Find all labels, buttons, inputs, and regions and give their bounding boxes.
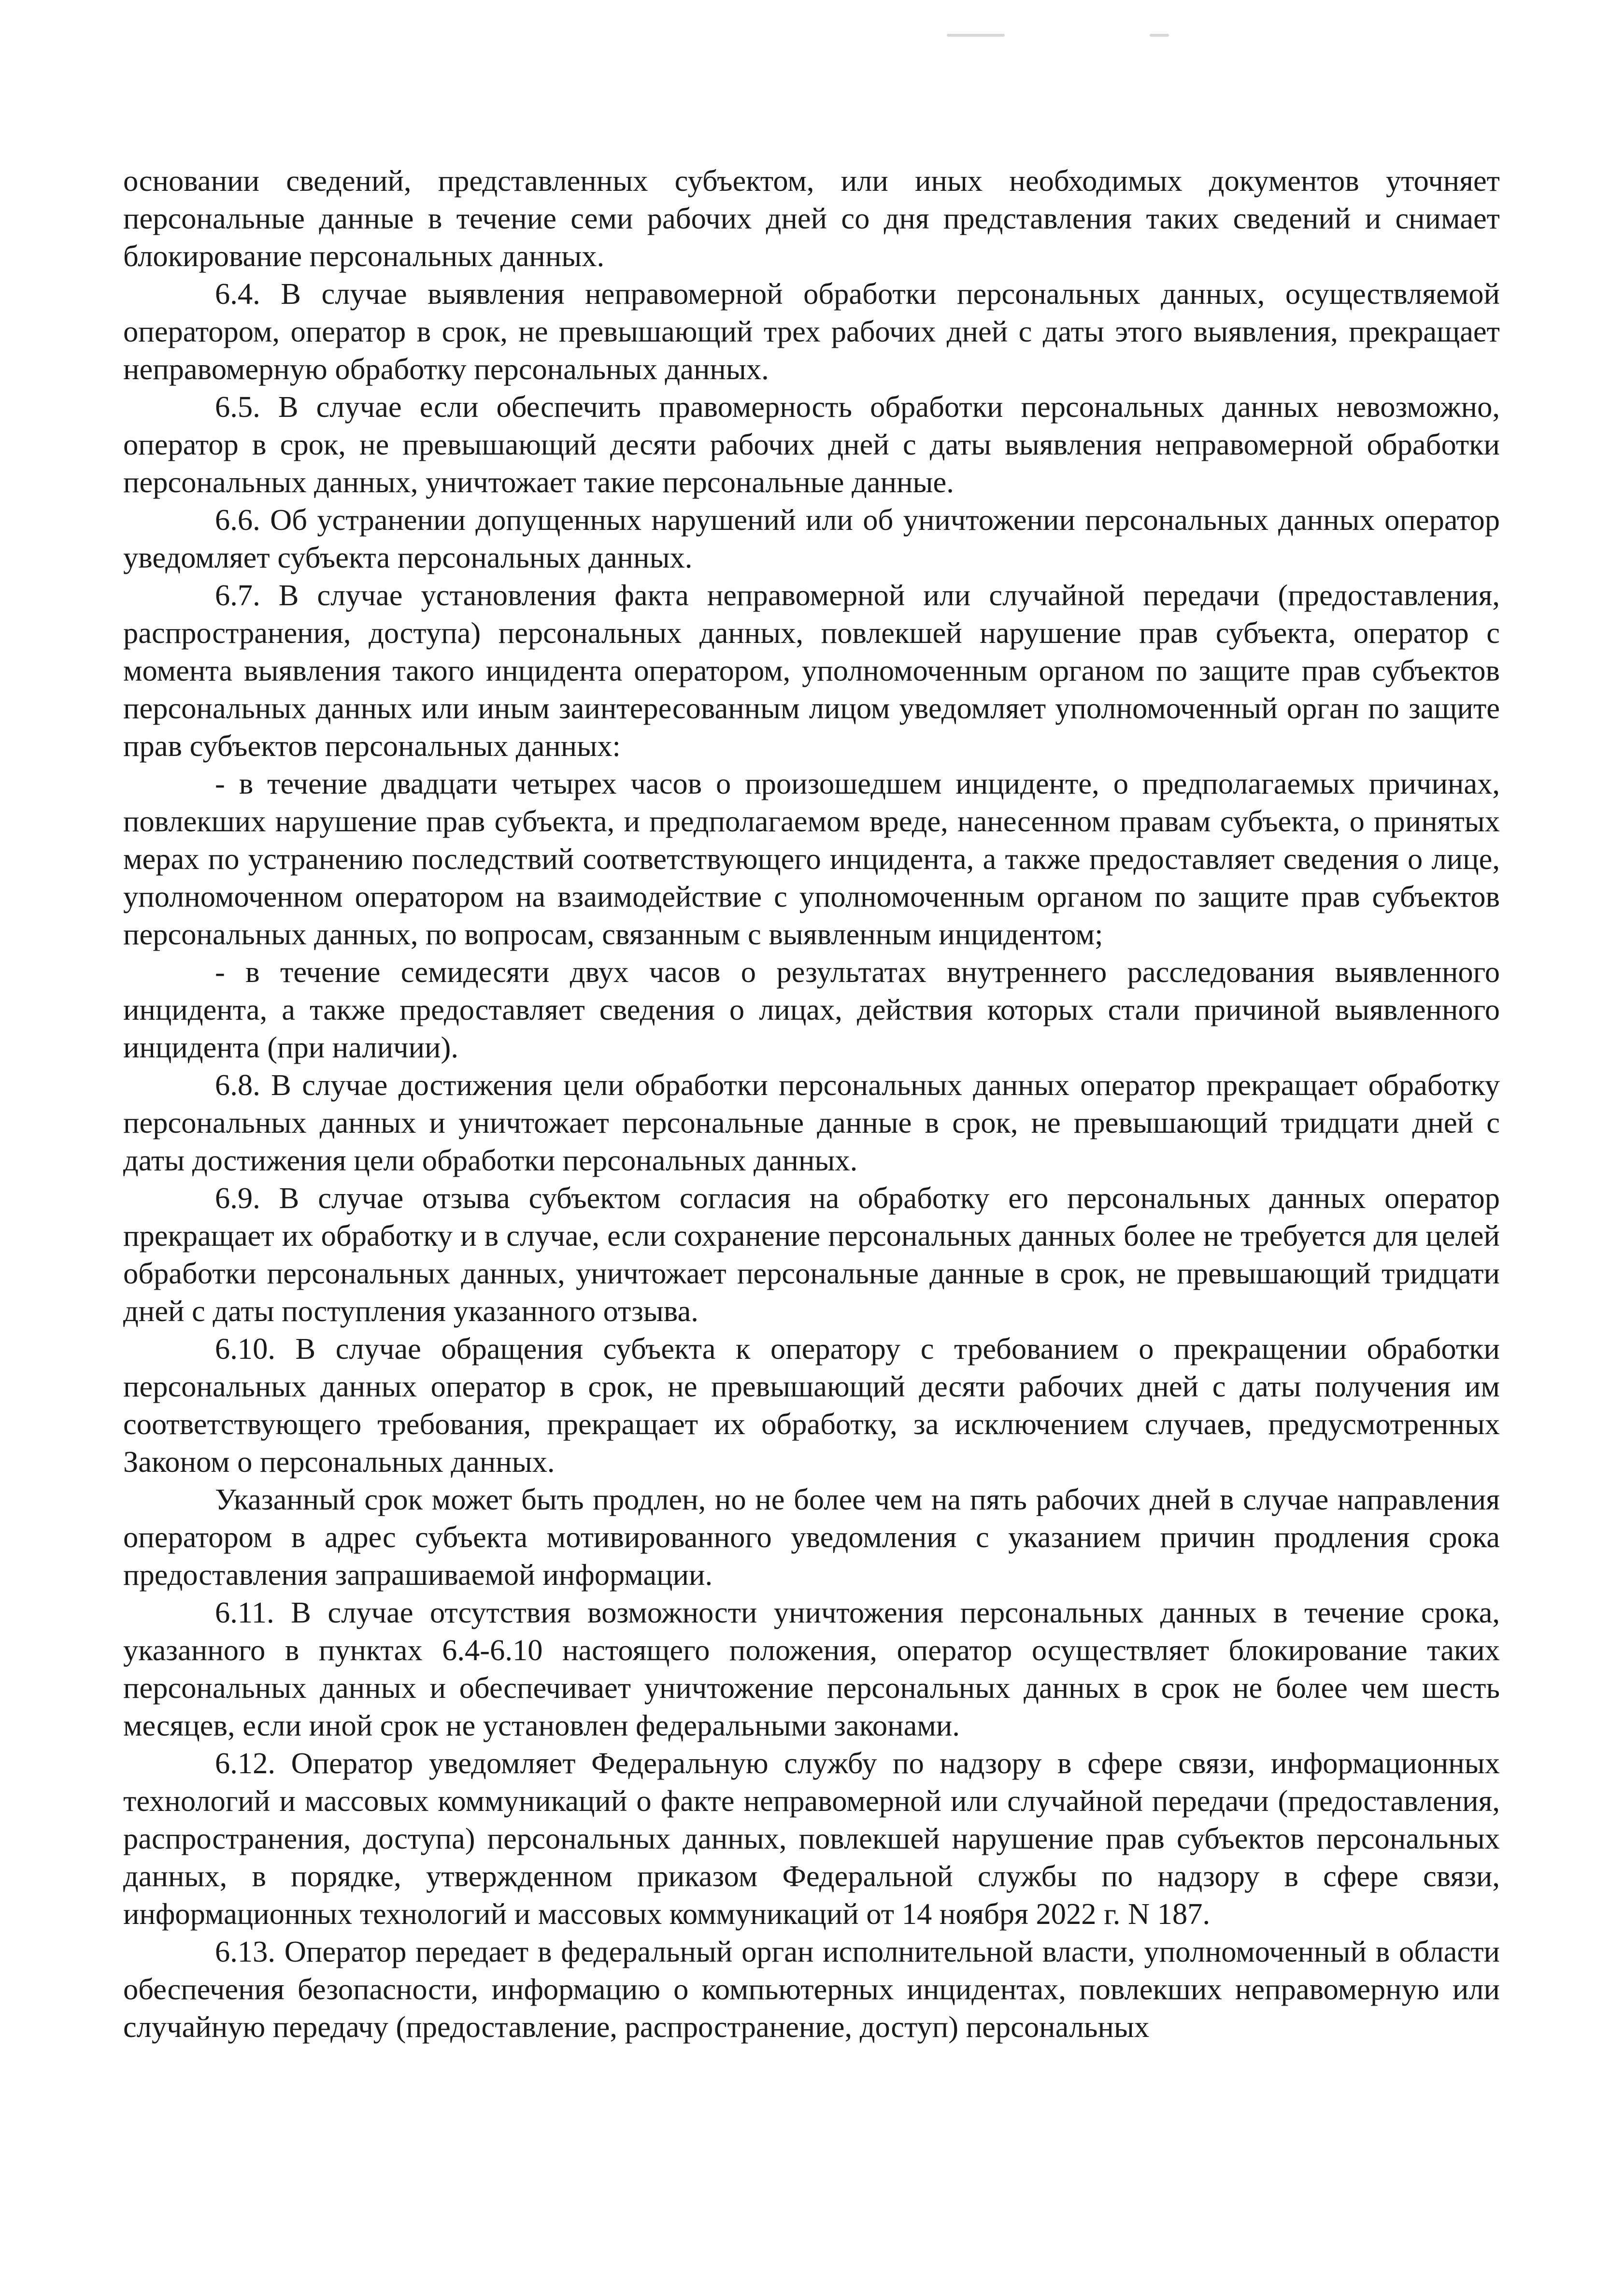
paragraph-6-13: 6.13. Оператор передает в федеральный орган исполнительной власти, уполномоченный в области обеспечения безопасности, информацию о компьютерных инцидентах, повлекших неправомерную или случайную передачу (предоставление, распространение, доступ) персональных	[123, 1935, 1500, 2044]
paragraph-6-10-extension: Указанный срок может быть продлен, но не более чем на пять рабочих дней в случае направления оператором в адрес субъекта мотивированного уведомления с указанием причин продления срока предоставления запрашиваемой информации.	[123, 1482, 1500, 1592]
paragraph-6-7-item-24h: - в течение двадцати четырех часов о произошедшем инциденте, о предполагаемых причинах, повлекших нарушение прав субъекта, и предполагаемом вреде, нанесенном правам субъекта, о принятых мерах по устранению последствий соответствующего инцидента, а также предоставляет сведения о лице, уполномоченном оператором на взаимодействие с уполномоченным органом по защите прав субъектов персональных данных, по вопросам, связанным с выявленным инцидентом;	[123, 767, 1500, 951]
paragraph-6-7-item-72h: - в течение семидесяти двух часов о результатах внутреннего расследования выявленного инцидента, а также предоставляет сведения о лицах, действия которых стали причиной выявленного инцидента (при наличии).	[123, 955, 1500, 1064]
paragraph-6-6: 6.6. Об устранении допущенных нарушений или об уничтожении персональных данных оператор уведомляет субъекта персональных данных.	[123, 503, 1500, 574]
paragraph-6-7: 6.7. В случае установления факта неправомерной или случайной передачи (предоставления, распространения, доступа) персональных данных, повлекшей нарушение прав субъекта, оператор с момента выявления такого инцидента оператором, уполномоченным органом по защите прав субъектов персональных данных или иным заинтересованным лицом уведомляет уполномоченный орган по защите прав субъектов персональных данных:	[123, 578, 1500, 763]
paragraph-6-5: 6.5. В случае если обеспечить правомерность обработки персональных данных невозможно, оператор в срок, не превышающий десяти рабочих дней с даты выявления неправомерной обработки персональных данных, уничтожает такие персональные данные.	[123, 390, 1500, 499]
paragraph-6-10: 6.10. В случае обращения субъекта к оператору с требованием о прекращении обработки персональных данных оператор в срок, не превышающий десяти рабочих дней с даты получения им соответствующего требования, прекращает их обработку, за исключением случаев, предусмотренных Законом о персональных данных.	[123, 1332, 1500, 1479]
paragraph-6-11: 6.11. В случае отсутствия возможности уничтожения персональных данных в течение срока, указанного в пунктах 6.4-6.10 настоящего положения, оператор осуществляет блокирование таких персональных данных и обеспечивает уничтожение персональных данных в срок не более чем шесть месяцев, если иной срок не установлен федеральными законами.	[123, 1595, 1500, 1742]
scan-artifact	[947, 34, 1005, 37]
paragraph-6-4: 6.4. В случае выявления неправомерной обработки персональных данных, осуществляемой оператором, оператор в срок, не превышающий трех рабочих дней с даты этого выявления, прекращает неправомерную обработку персональных данных.	[123, 277, 1500, 386]
paragraph-6-9: 6.9. В случае отзыва субъектом согласия на обработку его персональных данных оператор прекращает их обработку и в случае, если сохранение персональных данных более не требуется для целей обработки персональных данных, уничтожает персональные данные в срок, не превышающий тридцати дней с даты поступления указанного отзыва.	[123, 1181, 1500, 1328]
document-body	[123, 162, 1500, 2046]
scan-artifact	[1150, 34, 1169, 37]
paragraph-6-12: 6.12. Оператор уведомляет Федеральную службу по надзору в сфере связи, информационных технологий и массовых коммуникаций о факте неправомерной или случайной передачи (предоставления, распространения, доступа) персональных данных, повлекшей нарушение прав субъектов персональных данных, в порядке, утвержденном приказом Федеральной службы по надзору в сфере связи, информационных технологий и массовых коммуникаций от 14 ноября 2022 г. N 187.	[123, 1746, 1500, 1931]
paragraph-6-8: 6.8. В случае достижения цели обработки персональных данных оператор прекращает обработку персональных данных и уничтожает персональные данные в срок, не превышающий тридцати дней с даты достижения цели обработки персональных данных.	[123, 1068, 1500, 1177]
paragraph-continuation: основании сведений, представленных субъектом, или иных необходимых документов уточняет персональные данные в течение семи рабочих дней со дня представления таких сведений и снимает блокирование персональных данных.	[123, 164, 1500, 273]
